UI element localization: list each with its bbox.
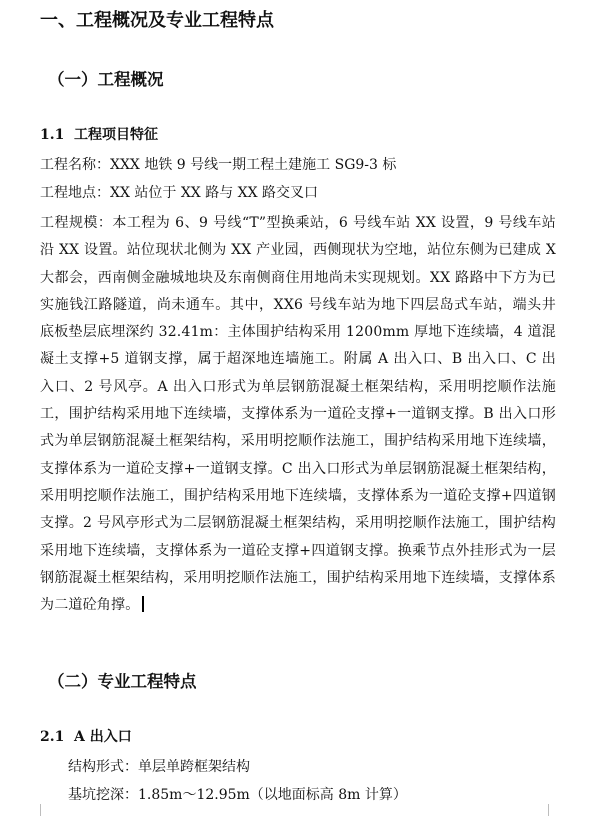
item-heading-1-1 [40, 124, 158, 146]
item-heading-2-1 [40, 726, 132, 748]
project-location-line: 工程地点：XX 站位于 XX 路与 XX 路交叉口 [40, 185, 319, 201]
project-scale-text: 工程规模：本工程为 6、9 号线“T”型换乘站，6 号线车站 XX 设置，9 号线车站沿 XX 设置。站位现状北侧为 XX 产业园，西侧现状为空地，站位东侧为已建成 X 大都会，西南侧金融城地块及东南侧商住用地尚未实现规划。XX 路路中下方为已实施钱江路隧道，尚未通车。其中，XX6 号线车站为地下四层岛式车站，端头井底板垫层底埋深约 32.41m：主体围护结构采用 1200mm 厚地下连续墙，4 道混凝土支撑+5 道钢支撑，属于超深地连墙施工。附属 A 出入口、B 出入口、C 出入口、2 号风亭。A 出入口形式为单层钢筋混凝土框架结构，采用明挖顺作法施工，围护结构采用地下连续墙，支撑体系为一道砼支撑+一道钢支撑。B 出入口形式为单层钢筋混凝土框架结构，采用明挖顺作法施工，围护结构采用地下连续墙，支撑体系为一道砼支撑+一道钢支撑。C 出入口形式为单层钢筋混凝土框架结构，采用明挖顺作法施工，围护结构采用地下连续墙，支撑体系为一道砼支撑+四道钢支撑。2 号风亭形式为二层钢筋混凝土框架结构，采用明挖顺作法施工，围护结构采用地下连续墙，支撑体系为一道砼支撑+四道钢支撑。换乘节点外挂形式为一层钢筋混凝土框架结构，采用明挖顺作法施工，围护结构采用地下连续墙，支撑体系为二道砼角撑。 [40, 215, 556, 614]
project-scale-paragraph [40, 210, 556, 619]
text-cursor [142, 596, 144, 612]
subsection-heading-project-overview: （一）工程概况 [48, 70, 164, 89]
item-title: A 出入口 [74, 729, 132, 745]
section-heading-1: 一、工程概况及专业工程特点 [40, 10, 274, 31]
item-number: 2.1 [40, 729, 65, 745]
item-title: 工程项目特征 [74, 127, 158, 143]
subsection-heading-specialty-features: （二）专业工程特点 [48, 672, 197, 691]
margin-corner-mark [548, 804, 561, 816]
item-number: 1.1 [40, 127, 65, 143]
project-name-line: 工程名称：XXX 地铁 9 号线一期工程土建施工 SG9-3 标 [40, 157, 397, 173]
excavation-depth-line: 基坑挖深：1.85m～12.95m（以地面标高 8m 计算） [68, 787, 407, 803]
margin-corner-mark [28, 804, 41, 816]
structure-form-line: 结构形式：单层单跨框架结构 [68, 759, 250, 775]
